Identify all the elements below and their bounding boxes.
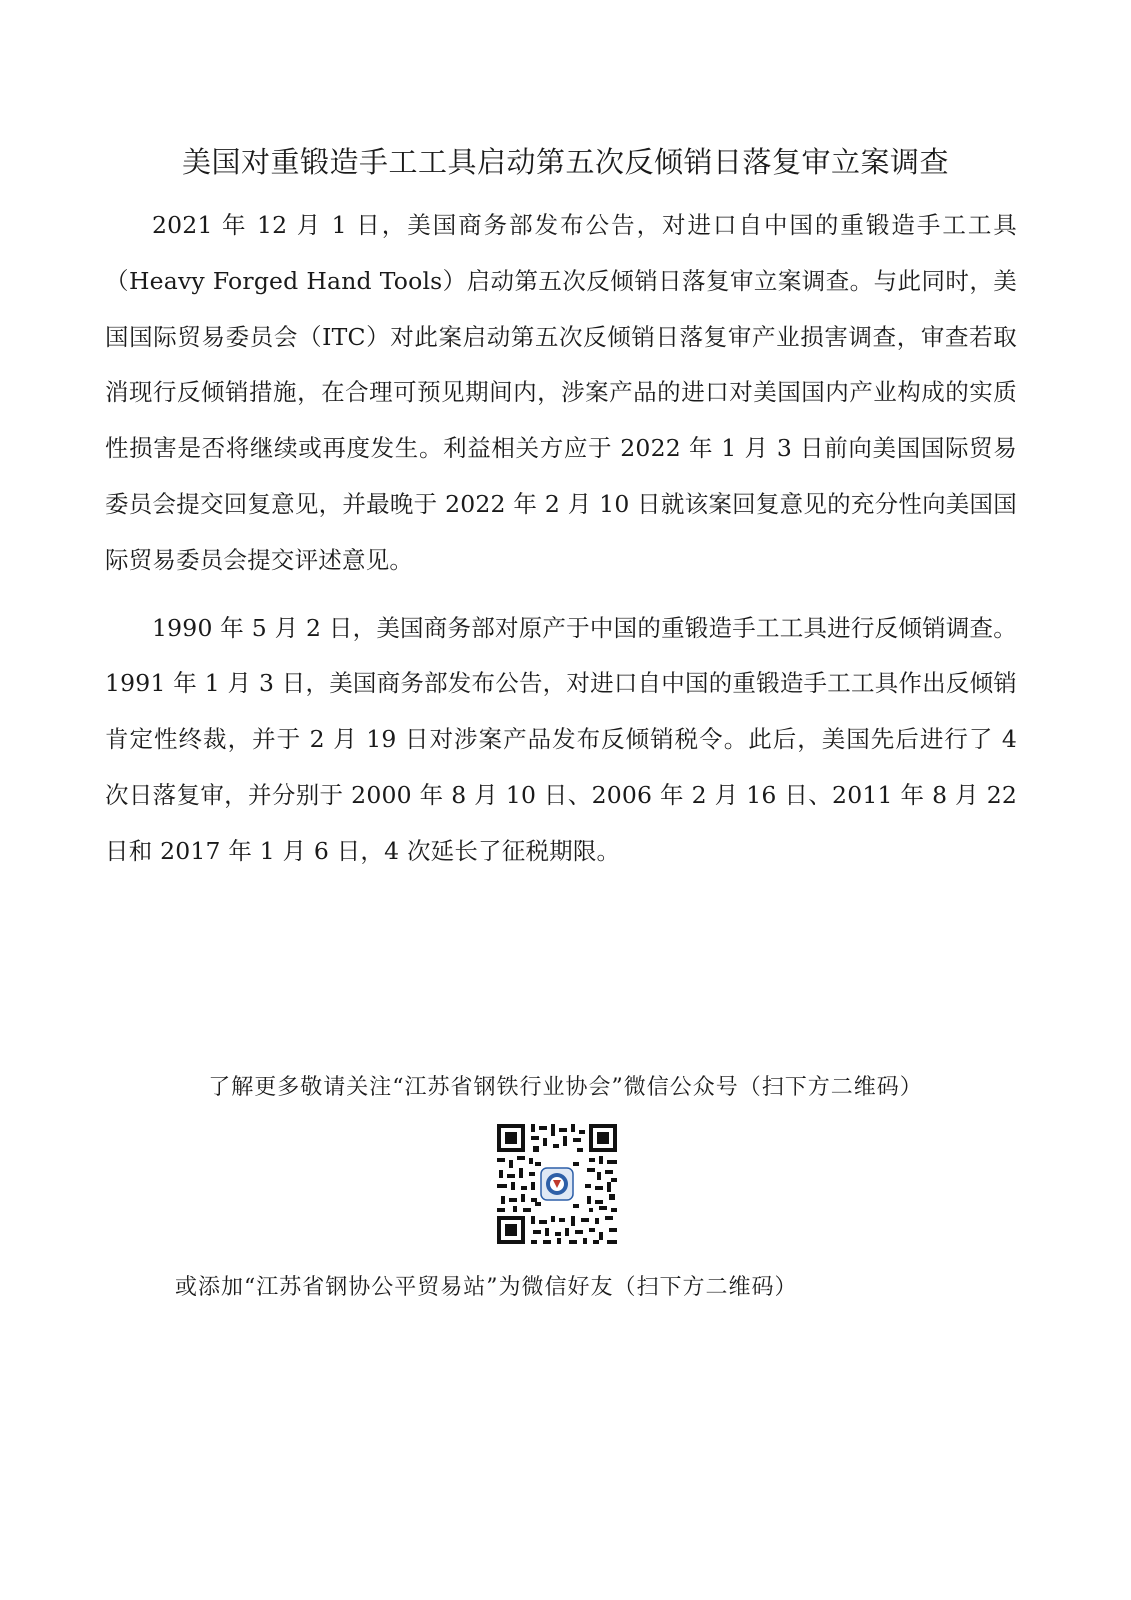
paragraph-2: 1990 年 5 月 2 日，美国商务部对原产于中国的重锻造手工工具进行反倾销调查。1991 年 1 月 3 日，美国商务部发布公告，对进口自中国的重锻造手工工具作出反倾销肯定性终裁，并于 2 月 19 日对涉案产品发布反倾销税令。此后，美国先后进行了 4 次日落复审，并分别于 2000 年 8 月 10 日、2006 年 2 月 16 日、2011 年 8 月 22 日和 2017 年 1 月 6 日，4 次延长了征税期限。 <box>105 613 1017 865</box>
article-body <box>105 198 1017 880</box>
page-title: 美国对重锻造手工工具启动第五次反倾销日落复审立案调查 <box>181 145 949 179</box>
paragraph-1: 2021 年 12 月 1 日，美国商务部发布公告，对进口自中国的重锻造手工工具（Heavy Forged Hand Tools）启动第五次反倾销日落复审立案调查。与此同时，美国国际贸易委员会（ITC）对此案启动第五次反倾销日落复审产业损害调查，审查若取消现行反倾销措施，在合理可预见期间内，涉案产品的进口对美国国内产业构成的实质性损害是否将继续或再度发生。利益相关方应于 2022 年 1 月 3 日前向美国国际贸易委员会提交回复意见，并最晚于 2022 年 2 月 10 日就该案回复意见的充分性向美国国际贸易委员会提交评述意见。 <box>105 211 1017 574</box>
follow-wechat-text: 了解更多敬请关注“江苏省钢铁行业协会”微信公众号（扫下方二维码） <box>208 1075 923 1100</box>
qr-code-icon <box>495 1122 619 1246</box>
add-friend-text: 或添加“江苏省钢协公平贸易站”为微信好友（扫下方二维码） <box>175 1275 798 1300</box>
